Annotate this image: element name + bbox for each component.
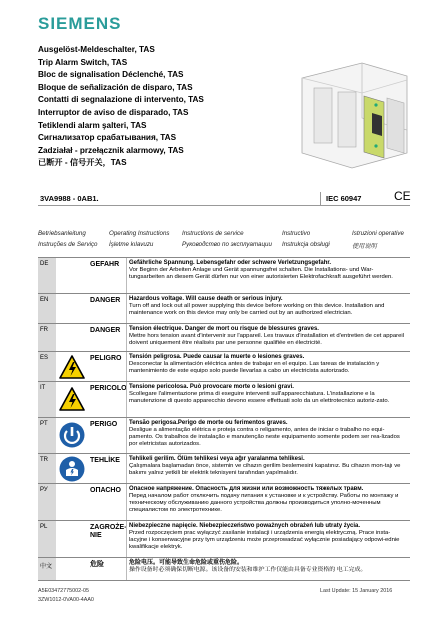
hazard-text: Przed rozpoczęciem prac wyłączyć zasilanie instalacji i urządzenia energią elektryczną. Prace insta-lacyjne i konserwacyjne przy tym urządzeniu może przeprowadzać wyłącznie posiadający odpowi-ednie kwalifikacje elektryk. <box>129 530 400 551</box>
title-line: Trip Alarm Switch, TAS <box>38 57 128 67</box>
hazard-heading: Tensão perigosa.Perigo de morte ou ferimentos graves. <box>129 420 288 426</box>
hazard-text: Turn off and lock out all power supplying this device before working on this device. Installation and maintenance work on this device may only be carried out by an authorized electrician. <box>129 303 385 317</box>
device-illustration <box>292 58 410 170</box>
title-line: Tetiklendi alarm şalteri, TAS <box>38 120 147 130</box>
lang-zh: 使用说明 <box>352 243 377 250</box>
lang-en: Operating Instructions <box>109 230 170 237</box>
siemens-logo: SIEMENS <box>38 14 122 33</box>
hazard-heading: Gefährliche Spannung. Lebensgefahr oder schwere Verletzungsgefahr. <box>129 260 332 266</box>
standard-label: IEC 60947 <box>326 194 362 203</box>
hazard-text: Scollegare l'alimentazione prima di eseguire interventi sull'apparecchiatura. L'installazione e la manutenzione di questo apparecchio devono essere effettuati solo da un elettrotecnico autoriz-zato. <box>129 391 390 405</box>
lang-fr: Instructions de service <box>182 230 244 237</box>
signal-word: GEFAHR <box>90 261 120 268</box>
lang-pl: Instrukcja obsługi <box>282 241 330 248</box>
title-line: Interruptor de aviso de disparado, TAS <box>38 107 189 117</box>
hazard-text: Перед началом работ отключить подачу питания к установке и к устройству. Работы по монтажу и техническому обслуживанию данного устройства должны производиться уполно-моченным специалистом по электротехнике. <box>129 493 399 514</box>
lang-code: DE <box>38 258 56 293</box>
hazard-heading: Tensione pericolosa. Può provocare morte o lesioni gravi. <box>129 384 294 390</box>
hazard-text: Desligue a alimentação elétrica e proteja contra o religamento, antes de iniciar o trabalho no equi-pamento. Os trabalhos de instalação e manutenção neste equipamento somente podem ser rea-lizados por eletricistas autorizados. <box>129 427 400 448</box>
safety-row-pl <box>38 520 410 557</box>
safety-table <box>38 257 410 581</box>
title-line: Ausgelöst-Meldeschalter, TAS <box>38 45 155 54</box>
hazard-heading: Tensión peligrosa. Puede causar la muerte o lesiones graves. <box>129 354 305 360</box>
signal-word: PERICOLO <box>90 385 127 392</box>
disconnect-mains-icon <box>59 422 85 448</box>
lang-es: Instructivo <box>282 230 311 237</box>
signal-word: TEHLİKE <box>90 457 120 464</box>
order-number: 3VA9988 - 0AB1. <box>40 194 99 203</box>
lang-code: PT <box>38 418 56 453</box>
safety-row-en <box>38 293 410 323</box>
signal-word: ОПАСНО <box>90 487 121 494</box>
ce-mark: CE <box>394 189 411 203</box>
title-line: Сигнализатор срабатывания, TAS <box>38 133 177 143</box>
safety-row-it <box>38 381 410 417</box>
signal-word: PERIGO <box>90 421 118 428</box>
lang-code: IT <box>38 382 56 417</box>
title-line: 已断开 - 信号开关，TAS <box>38 158 127 168</box>
lang-code: ES <box>38 352 56 381</box>
warning-electric-icon <box>59 354 85 380</box>
lang-code: РУ <box>38 484 56 520</box>
lang-pt: Instruções de Serviço <box>38 241 98 248</box>
lang-code: TR <box>38 454 56 483</box>
hazard-text: Mettre hors tension avant d'intervenir sur l'appareil. Les travaux d'installation et d'entretien de cet appareil doivent uniquement être réalisés par une personne qualifiée en électricité. <box>129 333 404 347</box>
title-line: Zadziałał - przełącznik alarmowy, TAS <box>38 145 184 155</box>
document-id-secondary: 3ZW1012-0VA00-4AA0 <box>38 597 94 603</box>
lang-tr: İşletme kılavuzu <box>109 241 154 248</box>
hazard-heading: Niebezpieczne napięcie. Niebezpieczeństwo poważnych obrażeń lub utraty życia. <box>129 523 361 529</box>
safety-row-de <box>38 257 410 293</box>
lang-code: 中文 <box>38 558 56 580</box>
hazard-heading: Hazardous voltage. Will cause death or serious injury. <box>129 296 283 302</box>
hazard-text: Vor Beginn der Arbeiten Anlage und Gerät spannungsfrei schalten. Die Installations- und War-tungsarbeiten an diesem Gerät dürfen nur von einer autorisierten Elektrofachkraft ausgeführt werden. <box>129 267 393 281</box>
hazard-text: Desconectar la alimentación eléctrica antes de trabajar en el equipo. Las tareas de instalación y mantenimiento de este equipo solo puede llevarlas a cabo un electricista autorizado. <box>129 361 380 375</box>
lang-ru: Руководство по эксплуатации <box>182 241 272 248</box>
document-id: A5E03472775002-05 <box>38 588 89 594</box>
signal-word: ZAGROŻE-NIE <box>90 524 127 539</box>
lang-code: FR <box>38 324 56 351</box>
hazard-heading: Tension électrique. Danger de mort ou risque de blessures graves. <box>129 326 319 332</box>
title-line: Contatti di segnalazione di intervento, TAS <box>38 95 204 105</box>
signal-word: 危险 <box>90 561 104 568</box>
qualified-person-icon <box>59 456 85 482</box>
lang-it: Istruzioni operative <box>352 230 404 237</box>
safety-row-ru <box>38 483 410 520</box>
safety-row-fr <box>38 323 410 351</box>
title-line: Bloc de signalisation Déclenché, TAS <box>38 70 184 80</box>
lang-de: Betriebsanleitung <box>38 230 86 237</box>
safety-row-es <box>38 351 410 381</box>
product-titles <box>38 44 204 170</box>
hazard-heading: Tehlikeli gerilim. Ölüm tehlikesi veya ağır yaralanma tehlikesi. <box>129 456 305 462</box>
hazard-heading: Опасное напряжение. Опасность для жизни или возможность тяжелых травм. <box>129 486 364 492</box>
warning-electric-icon <box>59 386 85 412</box>
lang-code: EN <box>38 294 56 323</box>
hazard-heading: 危险电压。可能导致生命危险或重伤危险。 <box>129 560 244 566</box>
hazard-text: 操作设备时必须确保切断电源。该设备的安装和维护工作仅能由具备专业资格的 电工完成。 <box>129 567 367 574</box>
last-update: Last Update: 15 January 2016 <box>320 588 393 594</box>
signal-word: PELIGRO <box>90 355 122 362</box>
signal-word: DANGER <box>90 327 121 334</box>
title-line: Bloque de señalización de disparo, TAS <box>38 82 193 92</box>
hazard-text: Çalışmalara başlamadan önce, sistemin ve cihazın gerilim beslemesini kapatınız. Bu cihazın mon-tajı ve bakımı yalnız yetkili bir elektrik teknisyeni tarafından yapılmalıdır. <box>129 463 401 477</box>
safety-row-pt <box>38 417 410 453</box>
signal-word: DANGER <box>90 297 121 304</box>
safety-row-tr <box>38 453 410 483</box>
safety-row-zh <box>38 557 410 581</box>
lang-code: PL <box>38 521 56 557</box>
